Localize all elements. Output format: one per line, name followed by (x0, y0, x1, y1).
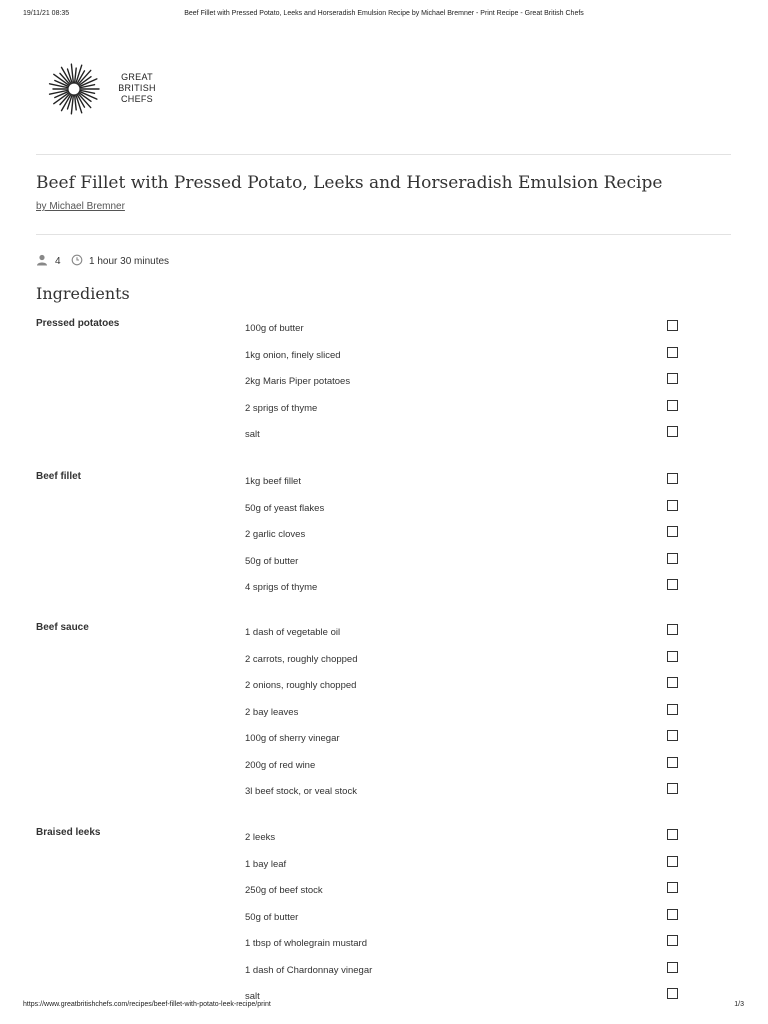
ingredient-label: 1kg beef fillet (245, 476, 301, 487)
ingredient-row (245, 373, 685, 391)
ingredient-checkbox[interactable] (667, 553, 678, 564)
recipe-title: Beef Fillet with Pressed Potato, Leeks and Horseradish Emulsion Recipe (36, 173, 663, 193)
ingredient-label: 100g of sherry vinegar (245, 733, 340, 744)
ingredient-checkbox[interactable] (667, 882, 678, 893)
ingredient-row (245, 783, 685, 801)
ingredient-row (245, 730, 685, 748)
ingredient-row (245, 553, 685, 571)
ingredient-checkbox[interactable] (667, 783, 678, 794)
ingredient-row (245, 704, 685, 722)
ingredient-label: salt (245, 429, 260, 440)
author-link[interactable]: by Michael Bremner (36, 201, 125, 212)
ingredient-group-name: Pressed potatoes (36, 318, 120, 329)
ingredient-checkbox[interactable] (667, 909, 678, 920)
print-date: 19/11/21 08:35 (23, 10, 70, 17)
ingredient-row (245, 473, 685, 491)
ingredient-label: 200g of red wine (245, 759, 316, 771)
cook-time: 1 hour 30 minutes (89, 256, 170, 267)
ingredient-checkbox[interactable] (667, 373, 678, 384)
ingredient-label: 2 sprigs of thyme (245, 402, 318, 414)
ingredient-group-name: Beef sauce (36, 622, 89, 633)
ingredient-checkbox[interactable] (667, 730, 678, 741)
ingredient-row (245, 624, 685, 642)
ingredient-checkbox[interactable] (667, 757, 678, 768)
ingredient-row (245, 856, 685, 874)
ingredient-checkbox[interactable] (667, 320, 678, 331)
ingredient-row (245, 400, 685, 418)
ingredient-checkbox[interactable] (667, 962, 678, 973)
ingredient-checkbox[interactable] (667, 651, 678, 662)
ingredient-label: 2 garlic cloves (245, 529, 306, 540)
ingredient-row (245, 882, 685, 900)
ingredient-label: 4 sprigs of thyme (245, 582, 318, 593)
ingredient-row (245, 579, 685, 597)
ingredient-row (245, 320, 685, 338)
ingredient-checkbox[interactable] (667, 400, 678, 411)
ingredient-checkbox[interactable] (667, 704, 678, 715)
ingredient-label: 250g of beef stock (245, 885, 323, 896)
ingredient-row (245, 526, 685, 544)
ingredient-row (245, 500, 685, 518)
ingredient-label: 1 bay leaf (245, 858, 287, 870)
print-url: https://www.greatbritishchefs.com/recipes/beef-fillet-with-potato-leek-recipe/print (23, 1001, 271, 1008)
serves-count: 4 (55, 256, 61, 267)
ingredient-row (245, 677, 685, 695)
ingredient-row (245, 909, 685, 927)
ingredient-label: 50g of butter (245, 911, 299, 923)
ingredient-label: salt (245, 991, 260, 1002)
ingredient-label: 1 dash of Chardonnay vinegar (245, 964, 373, 976)
ingredient-checkbox[interactable] (667, 856, 678, 867)
print-page-title: Beef Fillet with Pressed Potato, Leeks and Horseradish Emulsion Recipe by Michael Bremner - Print Recipe - Great British Chefs (184, 10, 584, 17)
ingredient-checkbox[interactable] (667, 829, 678, 840)
ingredient-label: 2kg Maris Piper potatoes (245, 376, 351, 387)
ingredient-checkbox[interactable] (667, 988, 678, 999)
ingredient-group-name: Braised leeks (36, 827, 101, 838)
ingredient-row (245, 757, 685, 775)
ingredient-label: 2 leeks (245, 832, 276, 843)
ingredient-label: 1 dash of vegetable oil (245, 627, 341, 638)
ingredient-label: 1 tbsp of wholegrain mustard (245, 938, 367, 949)
ingredient-group-name: Beef fillet (36, 471, 82, 482)
ingredient-checkbox[interactable] (667, 677, 678, 688)
ingredient-checkbox[interactable] (667, 500, 678, 511)
ingredient-row (245, 651, 685, 669)
ingredient-label: 2 carrots, roughly chopped (245, 653, 358, 665)
ingredient-label: 2 onions, roughly chopped (245, 680, 357, 691)
ingredient-label: 50g of butter (245, 555, 299, 567)
ingredient-checkbox[interactable] (667, 526, 678, 537)
ingredients-heading: Ingredients (36, 284, 130, 303)
ingredient-row (245, 426, 685, 444)
ingredient-label: 1kg onion, finely sliced (245, 349, 341, 361)
ingredient-checkbox[interactable] (667, 935, 678, 946)
page-number: 1/3 (734, 1001, 744, 1008)
ingredient-checkbox[interactable] (667, 347, 678, 358)
ingredient-row (245, 962, 685, 980)
ingredient-label: 100g of butter (245, 323, 304, 334)
ingredient-checkbox[interactable] (667, 624, 678, 635)
ingredient-checkbox[interactable] (667, 473, 678, 484)
ingredient-row (245, 829, 685, 847)
ingredient-row (245, 347, 685, 365)
ingredient-label: 50g of yeast flakes (245, 502, 325, 514)
print-footer (0, 1001, 768, 1013)
ingredient-label: 2 bay leaves (245, 706, 299, 718)
logo-wordmark: GREAT BRITISH CHEFS (118, 72, 156, 104)
ingredient-checkbox[interactable] (667, 426, 678, 437)
ingredient-label: 3l beef stock, or veal stock (245, 786, 357, 797)
ingredient-checkbox[interactable] (667, 579, 678, 590)
ingredient-row (245, 935, 685, 953)
